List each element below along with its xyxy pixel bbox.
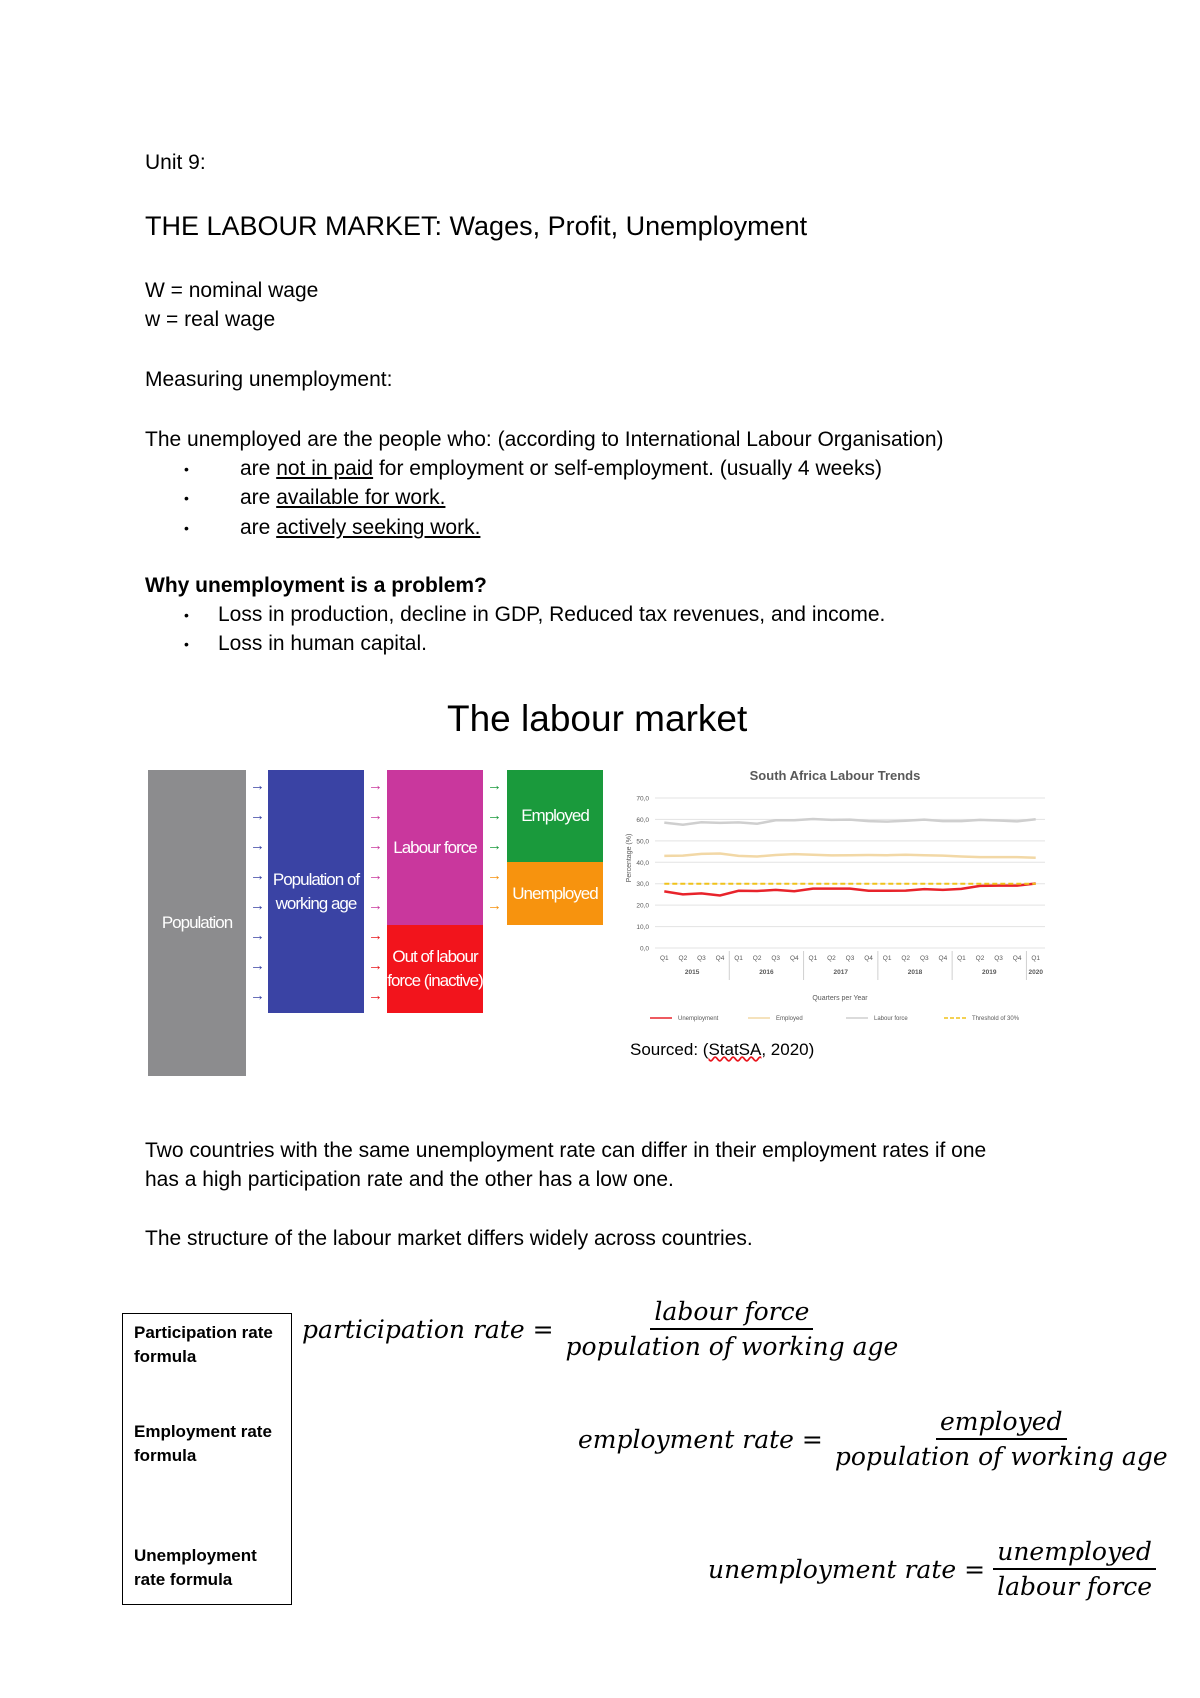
label-line: Participation rate [134,1323,273,1342]
chart-year-label: 2020 [1028,969,1043,976]
chart-x-tick-label: Q1 [1031,955,1041,962]
arrow-icon: → [250,837,265,854]
chart-legend-label: Threshold of 30% [972,1016,1020,1022]
chart-x-tick-label: Q3 [845,955,855,962]
chart-x-tick-label: Q3 [697,955,706,962]
chart-x-tick-label: Q3 [919,955,929,962]
chart-source [630,1040,814,1060]
unemployment-formula-label [134,1544,257,1592]
fraction [993,1537,1156,1601]
chart-x-tick-label: Q1 [659,955,669,962]
arrow-icon: → [368,897,383,914]
formula-lhs: participation rate = [302,1314,554,1344]
criteria-pre: are [240,457,277,480]
criteria-pre: are [240,516,277,539]
labour-force-box [387,770,483,925]
fraction [831,1407,1172,1471]
participation-rate-formula [302,1297,902,1361]
formula-numerator: labour force [650,1297,813,1330]
chart-title: South Africa Labour Trends [749,768,921,783]
chart-x-tick-label: Q3 [994,955,1003,962]
chart-year-label: 2018 [907,969,923,976]
page-title: THE LABOUR MARKET: Wages, Profit, Unemployment [145,211,808,241]
chart-year-label: 2019 [982,969,997,976]
measuring-heading: Measuring unemployment: [145,368,393,391]
arrow-icon: → [368,807,383,824]
formula-lhs: employment rate = [578,1424,823,1454]
label-line: formula [134,1346,197,1366]
chart-y-axis-label: Percentage (%) [626,833,633,883]
arrow-icon: → [368,867,383,884]
chart-x-tick-label: Q4 [864,955,873,962]
chart-legend-label: Labour force [874,1016,908,1022]
definition-real-wage: w = real wage [145,308,276,331]
chart-y-tick-label: 70,0 [636,795,649,803]
chart-y-tick-label: 40,0 [636,859,649,867]
chart-x-tick-label: Q1 [882,955,892,962]
criteria-post: for employment or self-employment. (usually 4 weeks) [373,457,882,480]
label-line: formula [134,1445,197,1465]
unemployment-rate-formula [708,1537,1156,1601]
arrow-icon: → [250,807,265,824]
labour-force-label: Labour force [393,837,477,857]
chart-y-tick-label: 10,0 [636,924,649,932]
employed-label: Employed [521,806,589,826]
chart-year-label: 2016 [759,969,774,976]
slide-title: The labour market [447,698,748,739]
problem-item: Loss in production, decline in GDP, Reduced tax revenues, and income. [218,603,886,626]
chart-y-tick-label: 20,0 [636,902,649,910]
paragraph-line: Two countries with the same unemployment rate can differ in their employment rates if one [145,1139,987,1162]
bullet-icon: • [184,607,189,623]
employment-formula-label [134,1420,272,1468]
problem-item: Loss in human capital. [218,632,427,655]
chart-x-tick-label: Q4 [938,955,948,962]
chart-y-tick-label: 30,0 [636,881,649,889]
unemployed-intro: The unemployed are the people who: (according to International Labour Organisation) [145,428,944,451]
label-line: Employment rate [134,1422,272,1441]
unemployed-label: Unemployed [512,883,598,903]
bullet-icon: • [184,636,189,652]
bullet-icon: • [184,461,189,477]
formula-numerator: employed [936,1407,1066,1440]
arrow-icon: → [250,957,265,974]
chart-x-tick-label: Q4 [715,955,725,962]
criteria-pre: are [240,486,277,509]
unemployed-box [507,862,603,925]
population-label: Population [161,913,233,933]
out-of-labour-label-2: force (inactive) [387,971,483,990]
arrow-icon: → [487,867,502,884]
label-line: rate formula [134,1569,233,1589]
criteria-item [240,456,882,481]
criteria-item [240,515,480,540]
formula-denominator: population of working age [834,1442,1168,1471]
chart-series-line [664,884,1035,896]
arrow-icon: → [487,897,502,914]
formula-numerator: unemployed [993,1537,1156,1570]
chart-legend-label: Employed [776,1016,803,1022]
fraction [562,1297,903,1361]
chart-x-tick-label: Q2 [678,955,688,962]
chart-x-tick-label: Q2 [901,955,911,962]
chart-x-tick-label: Q1 [957,955,966,962]
chart-year-label: 2017 [833,969,848,976]
chart-y-tick-label: 50,0 [636,838,649,846]
working-age-box [268,770,364,1013]
employed-box [507,770,603,862]
label-line: Unemployment [134,1546,257,1565]
population-box [148,770,246,1076]
out-of-labour-force-box [387,925,483,1013]
chart-x-tick-label: Q4 [789,955,799,962]
chart-x-tick-label: Q2 [975,955,985,962]
chart-x-tick-label: Q3 [771,955,781,962]
criteria-underlined: not in paid [276,457,374,480]
arrow-icon: → [250,897,265,914]
chart-x-tick-label: Q1 [808,955,818,962]
chart-year-label: 2015 [684,969,700,976]
formula-lhs: unemployment rate = [708,1554,986,1584]
arrow-icon: → [250,927,265,944]
participation-formula-label [134,1321,273,1369]
working-age-label-2: working age [275,893,357,913]
labour-trends-chart [615,760,1055,1030]
employment-rate-formula [578,1407,1172,1471]
arrow-icon: → [487,807,502,824]
source-pre: Sourced: ( [630,1040,709,1059]
source-name: StatSA [708,1040,762,1059]
arrow-icon: → [487,777,502,794]
bullet-icon: • [184,520,189,536]
source-post: , 2020) [761,1040,815,1059]
chart-x-tick-label: Q1 [734,955,743,962]
criteria-underlined: available for work. [276,486,446,509]
bullet-icon: • [184,490,189,506]
chart-legend-label: Unemployment [678,1016,719,1022]
arrow-icon: → [368,987,383,1004]
paragraph-line: has a high participation rate and the other has a low one. [145,1168,674,1191]
arrow-icon: → [250,777,265,794]
unit-label: Unit 9: [145,151,206,174]
arrow-icon: → [368,957,383,974]
chart-x-axis-label: Quarters per Year [812,995,868,1002]
arrow-icon: → [250,987,265,1004]
arrow-icon: → [368,927,383,944]
working-age-label-1: Population of [272,869,360,889]
problem-heading: Why unemployment is a problem? [145,574,487,597]
chart-y-tick-label: 60,0 [636,816,649,824]
out-of-labour-label-1: Out of labour [392,947,478,967]
formula-denominator: population of working age [565,1332,899,1361]
chart-x-tick-label: Q4 [1012,955,1022,962]
criteria-underlined: actively seeking work. [276,516,481,539]
arrow-icon: → [368,837,383,854]
chart-y-tick-label: 0,0 [639,945,649,953]
arrow-icon: → [368,777,383,794]
paragraph-structure: The structure of the labour market differs widely across countries. [145,1227,753,1250]
definition-nominal-wage: W = nominal wage [145,279,319,302]
chart-x-tick-label: Q2 [752,955,762,962]
arrow-icon: → [487,837,502,854]
criteria-item [240,485,445,510]
chart-series-line [664,854,1035,858]
formula-denominator: labour force [997,1572,1153,1601]
arrow-icon: → [250,867,265,884]
chart-x-tick-label: Q2 [827,955,836,962]
